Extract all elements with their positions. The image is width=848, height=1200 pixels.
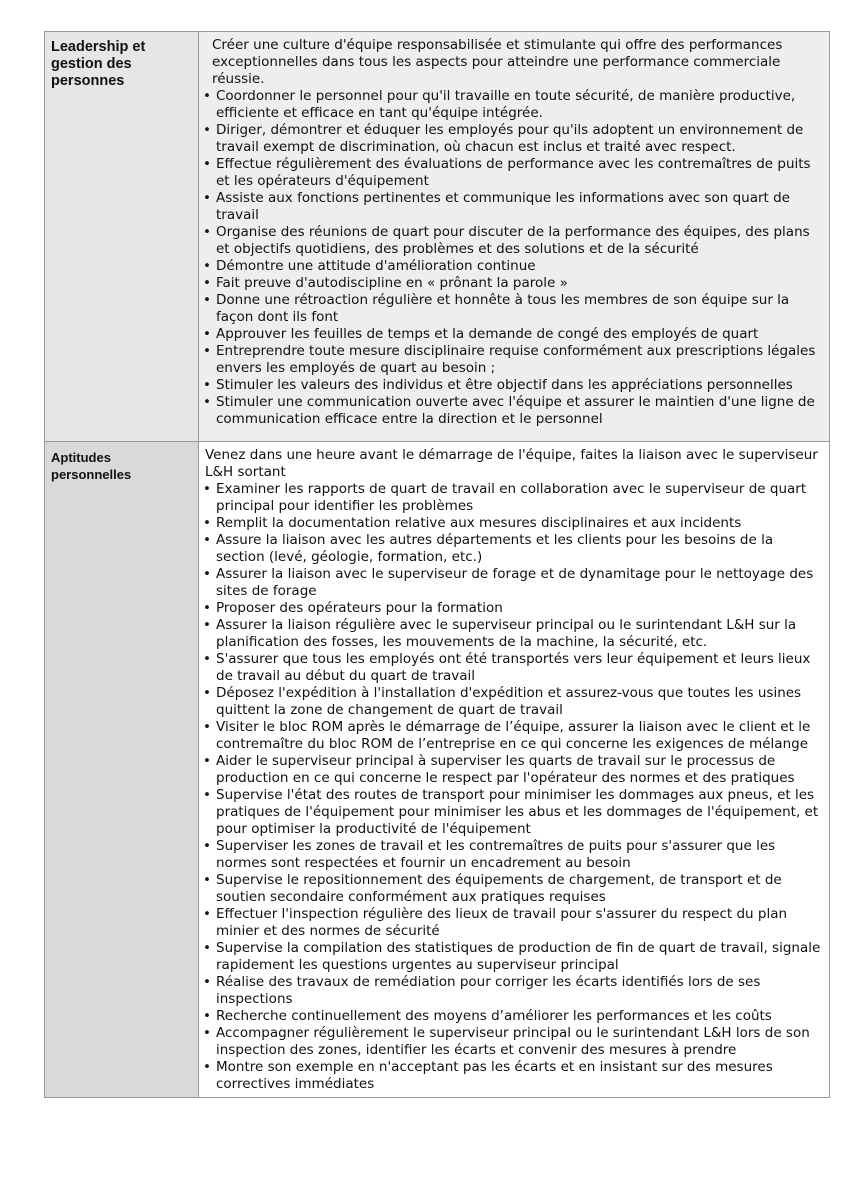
list-item: • Approuver les feuilles de temps et la demande de congé des employés de quart [203,326,823,343]
list-item: • Organise des réunions de quart pour discuter de la performance des équipes, des plans et objectifs quotidiens, des problèmes et des solutions et de la sécurité [203,224,823,258]
list-item: • Visiter le bloc ROM après le démarrage de l’équipe, assurer la liaison avec le client et le contremaître du bloc ROM de l’entreprise en ce qui concerne les exigences de mélange [203,719,823,753]
section-content [199,32,830,442]
list-item: • Stimuler les valeurs des individus et être objectif dans les appréciations personnelles [203,377,823,394]
list-item: • Donne une rétroaction régulière et honnête à tous les membres de son équipe sur la façon dont ils font [203,292,823,326]
list-item: • Déposez l'expédition à l'installation d'expédition et assurez-vous que toutes les usines quittent la zone de changement de quart de travail [203,685,823,719]
list-item: • Effectue régulièrement des évaluations de performance avec les contremaîtres de puits et les opérateurs d'équipement [203,156,823,190]
section-label: Leadership et gestion des personnes [45,32,199,442]
list-item: • Remplit la documentation relative aux mesures disciplinaires et aux incidents [203,515,823,532]
list-item: • S'assurer que tous les employés ont été transportés vers leur équipement et leurs lieux de travail au début du quart de travail [203,651,823,685]
bullet-list [203,88,823,428]
list-item: • Supervise le repositionnement des équipements de chargement, de transport et de soutien secondaire conformément aux pratiques requises [203,872,823,906]
list-item: • Proposer des opérateurs pour la formation [203,600,823,617]
list-item: • Entreprendre toute mesure disciplinaire requise conformément aux prescriptions légales envers les employés de quart au besoin ; [203,343,823,377]
list-item: • Aider le superviseur principal à superviser les quarts de travail sur le processus de production en ce qui concerne le respect par l'opérateur des normes et des pratiques [203,753,823,787]
table-row-leadership [45,32,830,442]
list-item: • Coordonner le personnel pour qu'il travaille en toute sécurité, de manière productive, efficiente et efficace en tant qu'équipe intégrée. [203,88,823,122]
section-label: Aptitudes personnelles [45,442,199,1098]
list-item: • Accompagner régulièrement le superviseur principal ou le surintendant L&H lors de son inspection des zones, identifier les écarts et convenir des mesures à prendre [203,1025,823,1059]
list-item: • Fait preuve d'autodiscipline en « prônant la parole » [203,275,823,292]
list-item: • Supervise la compilation des statistiques de production de fin de quart de travail, signale rapidement les questions urgentes au superviseur principal [203,940,823,974]
list-item: • Diriger, démontrer et éduquer les employés pour qu'ils adoptent un environnement de travail exempt de discrimination, où chacun est inclus et traité avec respect. [203,122,823,156]
list-item: • Stimuler une communication ouverte avec l'équipe et assurer le maintien d'une ligne de communication efficace entre la direction et le personnel [203,394,823,428]
list-item: • Assiste aux fonctions pertinentes et communique les informations avec son quart de travail [203,190,823,224]
list-item: • Supervise l'état des routes de transport pour minimiser les dommages aux pneus, et les pratiques de l'équipement pour minimiser les abus et les dommages de l'équipement, et pour optimiser la productivité de l'équipement [203,787,823,838]
list-item: • Assure la liaison avec les autres départements et les clients pour les besoins de la section (levé, géologie, formation, etc.) [203,532,823,566]
bullet-list [203,481,823,1093]
list-item: • Montre son exemple en n'acceptant pas les écarts et en insistant sur des mesures correctives immédiates [203,1059,823,1093]
section-intro: Créer une culture d'équipe responsabilisée et stimulante qui offre des performances exceptionnelles dans tous les aspects pour atteindre une performance commerciale réussie. [212,37,783,87]
table-row-aptitudes [45,442,830,1098]
list-item: • Démontre une attitude d'amélioration continue [203,258,823,275]
list-item: • Assurer la liaison régulière avec le superviseur principal ou le surintendant L&H sur la planification des fosses, les mouvements de la machine, la sécurité, etc. [203,617,823,651]
responsibilities-table [44,31,830,1098]
list-item: • Recherche continuellement des moyens d’améliorer les performances et les coûts [203,1008,823,1025]
list-item: • Assurer la liaison avec le superviseur de forage et de dynamitage pour le nettoyage des sites de forage [203,566,823,600]
list-item: • Réalise des travaux de remédiation pour corriger les écarts identifiés lors de ses inspections [203,974,823,1008]
section-content [199,442,830,1098]
list-item: • Superviser les zones de travail et les contremaîtres de puits pour s'assurer que les normes sont respectées et fournir un encadrement au besoin [203,838,823,872]
list-item: • Effectuer l'inspection régulière des lieux de travail pour s'assurer du respect du plan minier et des normes de sécurité [203,906,823,940]
section-intro: Venez dans une heure avant le démarrage de l'équipe, faites la liaison avec le superviseur L&H sortant [205,447,818,480]
list-item: • Examiner les rapports de quart de travail en collaboration avec le superviseur de quart principal pour identifier les problèmes [203,481,823,515]
